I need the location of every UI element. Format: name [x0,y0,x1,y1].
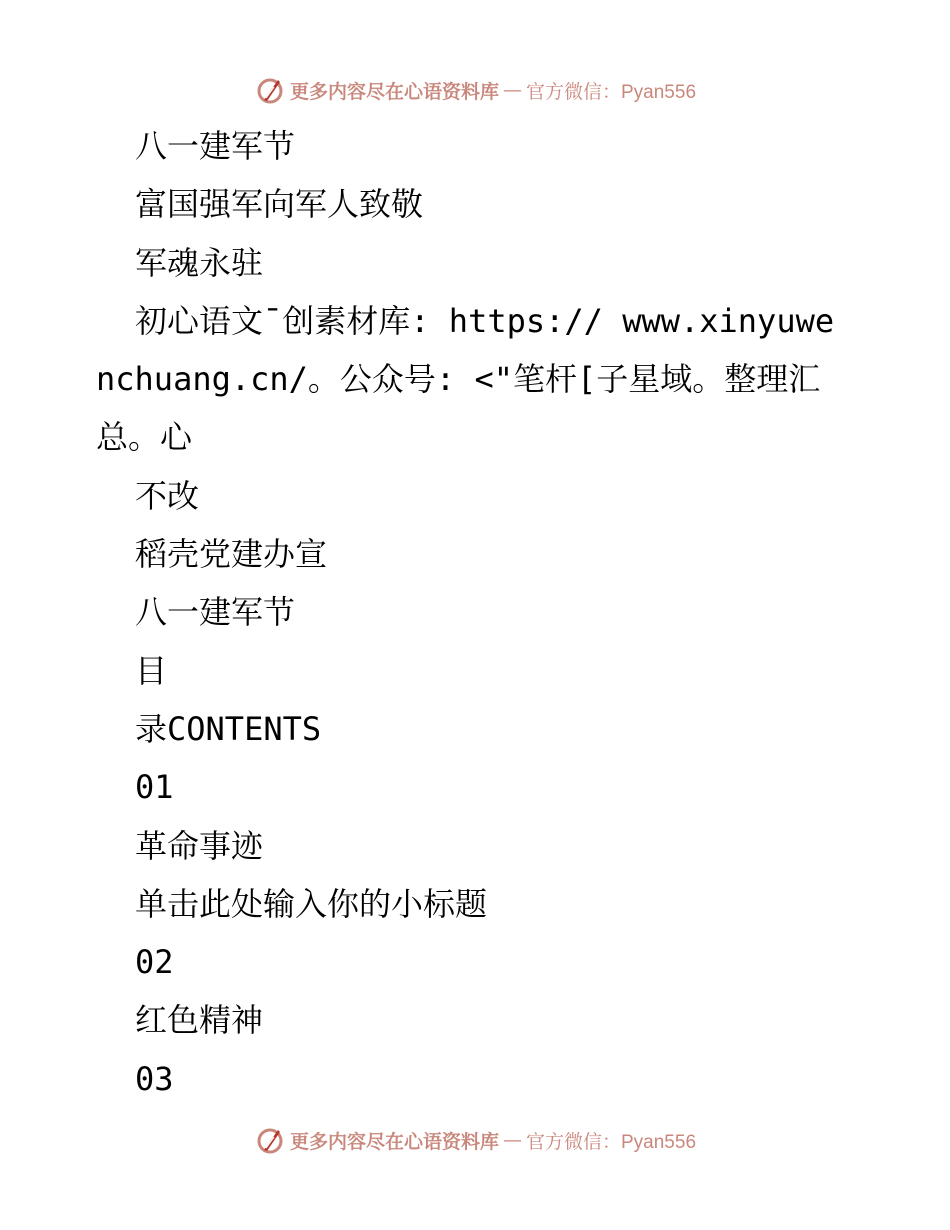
footer-watermark [0,1120,950,1160]
section-title: 红色精神 [135,1001,264,1040]
watermark-text: 更多内容尽在心语资料库 [289,1130,499,1153]
text-line: 目 [135,651,168,690]
document-body [96,117,856,1108]
text-line: 富国强军向军人致敬 [135,185,424,224]
watermark-separator: — [503,79,522,101]
section-title: 革命事迹 [135,826,264,865]
text-line: 录CONTENTS [135,709,322,748]
watermark-inner [254,74,696,106]
text-line: 稻壳党建办宣 [135,535,328,574]
text-line: 军魂永驻 [135,243,264,282]
text-line: 八一建军节 [135,593,296,632]
watermark-inner [254,1124,696,1156]
watermark-suffix: 官方微信：Pyan556 [526,1131,697,1153]
quill-pen-icon [254,74,286,106]
text-line: 八一建军节 [135,127,296,165]
text-line: 不改 [135,476,200,515]
source-paragraph: 初心语文¯创素材库: https:// www.xinyuwenchuang.cn/。公众号: <"笔杆[子星域。整理汇总。心 [96,301,835,457]
watermark-text: 更多内容尽在心语资料库 [289,80,499,103]
section-subtitle: 单击此处输入你的小标题 [135,884,488,923]
watermark-suffix: 官方微信：Pyan556 [526,81,697,103]
section-number: 01 [135,768,174,807]
quill-pen-icon [254,1124,286,1156]
header-watermark [0,70,950,110]
watermark-separator: — [503,1129,522,1151]
section-number: 03 [135,1059,174,1098]
section-number: 02 [135,943,174,982]
